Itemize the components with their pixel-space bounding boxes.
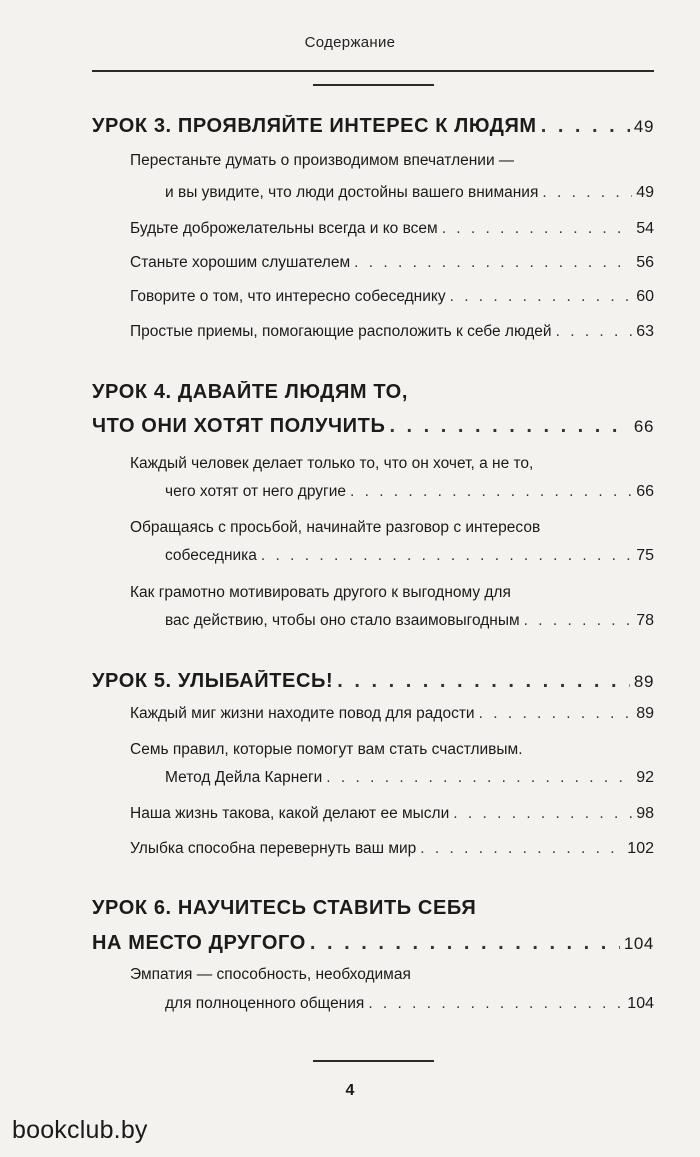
toc-entry-text: чего хотят от него другие: [165, 483, 346, 500]
toc-entry: [165, 769, 654, 787]
toc-entry-text: Простые приемы, помогающие расположить к себе людей: [130, 323, 552, 340]
page-ref: 104: [627, 995, 654, 1012]
page-number: 4: [345, 1082, 355, 1099]
page-ref: 56: [636, 254, 654, 271]
lesson-heading-text: УРОК 6. НАУЧИТЕСЬ СТАВИТЬ СЕБЯ: [92, 897, 477, 919]
toc-entry: [130, 323, 654, 341]
page-ref: 75: [636, 547, 654, 564]
leader-dots: [442, 220, 633, 238]
toc-entry: [130, 220, 654, 238]
toc-entry: [130, 455, 533, 473]
toc-entry: [130, 805, 654, 823]
leader-dots: [556, 323, 633, 341]
lesson-heading-text: УРОК 5. УЛЫБАЙТЕСЬ!: [92, 670, 334, 692]
lesson-heading: [92, 415, 654, 438]
toc-entry-text: Эмпатия — способность, необходимая: [130, 966, 411, 983]
lesson-heading: [92, 115, 654, 138]
toc-entry-text: Перестаньте думать о производимом впечатлении —: [130, 152, 515, 169]
page-ref: 102: [627, 840, 654, 857]
leader-dots: [350, 483, 632, 501]
page-ref: 78: [636, 612, 654, 629]
toc-entry: [130, 288, 654, 306]
toc-entry-text: Семь правил, которые помогут вам стать счастливым.: [130, 741, 523, 758]
leader-dots: [337, 670, 630, 693]
page-ref: 98: [636, 805, 654, 822]
toc-entry: [130, 584, 511, 602]
leader-dots: [261, 547, 632, 565]
toc-entry: [165, 184, 654, 202]
lesson-heading-text: НА МЕСТО ДРУГОГО: [92, 932, 306, 954]
toc-entry: [165, 483, 654, 501]
toc-entry: [130, 705, 654, 723]
lesson-heading-text: УРОК 4. ДАВАЙТЕ ЛЮДЯМ ТО,: [92, 381, 408, 403]
toc-entry-text: Как грамотно мотивировать другого к выгодному для: [130, 584, 511, 601]
toc-entry: [130, 519, 540, 537]
toc-entry: [130, 254, 654, 272]
running-head: Содержание: [304, 34, 396, 51]
toc-entry-text: Каждый миг жизни находите повод для радости: [130, 705, 475, 722]
toc-entry: [165, 547, 654, 565]
toc-entry: [130, 152, 514, 170]
lesson-heading-text: ЧТО ОНИ ХОТЯТ ПОЛУЧИТЬ: [92, 415, 386, 437]
toc-entry-text: Будьте доброжелательны всегда и ко всем: [130, 220, 438, 237]
page-ref: 89: [633, 672, 654, 691]
toc-entry-text: Обращаясь с просьбой, начинайте разговор с интересов: [130, 519, 541, 536]
leader-dots: [542, 184, 632, 202]
leader-dots: [453, 805, 632, 823]
lesson-heading: [92, 897, 476, 920]
toc-entry-text: Наша жизнь такова, какой делают ее мысли: [130, 805, 450, 822]
page-ref: 89: [636, 705, 654, 722]
lesson-heading: [92, 381, 408, 404]
toc-entry: [130, 840, 654, 858]
toc-entry-text: вас действию, чтобы оно стало взаимовыгодным: [165, 612, 520, 629]
lesson-heading: [92, 932, 654, 955]
leader-dots: [524, 612, 633, 630]
leader-dots: [368, 995, 623, 1013]
page-ref: 92: [636, 769, 654, 786]
toc-entry: [130, 741, 523, 759]
page-ref: 54: [636, 220, 654, 237]
bottom-short-rule: [313, 1060, 434, 1062]
toc-entry-text: собеседника: [165, 547, 257, 564]
page-ref: 104: [623, 934, 654, 953]
toc-entry-text: Каждый человек делает только то, что он хочет, а не то,: [130, 455, 534, 472]
leader-dots: [541, 115, 630, 138]
leader-dots: [310, 932, 620, 955]
toc-entry-text: и вы увидите, что люди достойны вашего внимания: [165, 184, 539, 201]
leader-dots: [479, 705, 633, 723]
page-ref: 63: [636, 323, 654, 340]
leader-dots: [389, 415, 629, 438]
page-ref: 49: [633, 117, 654, 136]
toc-entry-text: Станьте хорошим слушателем: [130, 254, 351, 271]
toc-entry: [165, 612, 654, 630]
lesson-heading: [92, 670, 654, 693]
toc-entry: [165, 995, 654, 1013]
toc-entry-text: Улыбка способна перевернуть ваш мир: [130, 840, 417, 857]
leader-dots: [450, 288, 633, 306]
toc-entry-text: для полноценного общения: [165, 995, 365, 1012]
watermark: bookclub.by: [12, 1116, 148, 1144]
toc-entry-text: Метод Дейла Карнеги: [165, 769, 323, 786]
leader-dots: [354, 254, 632, 272]
page-ref: 66: [633, 417, 654, 436]
toc-entry-text: Говорите о том, что интересно собеседнику: [130, 288, 446, 305]
lesson-heading-text: УРОК 3. ПРОЯВЛЯЙТЕ ИНТЕРЕС К ЛЮДЯМ: [92, 115, 537, 137]
page-ref: 60: [636, 288, 654, 305]
page-ref: 66: [636, 483, 654, 500]
toc-entry: [130, 966, 411, 984]
leader-dots: [420, 840, 623, 858]
leader-dots: [326, 769, 632, 787]
page-ref: 49: [636, 184, 654, 201]
